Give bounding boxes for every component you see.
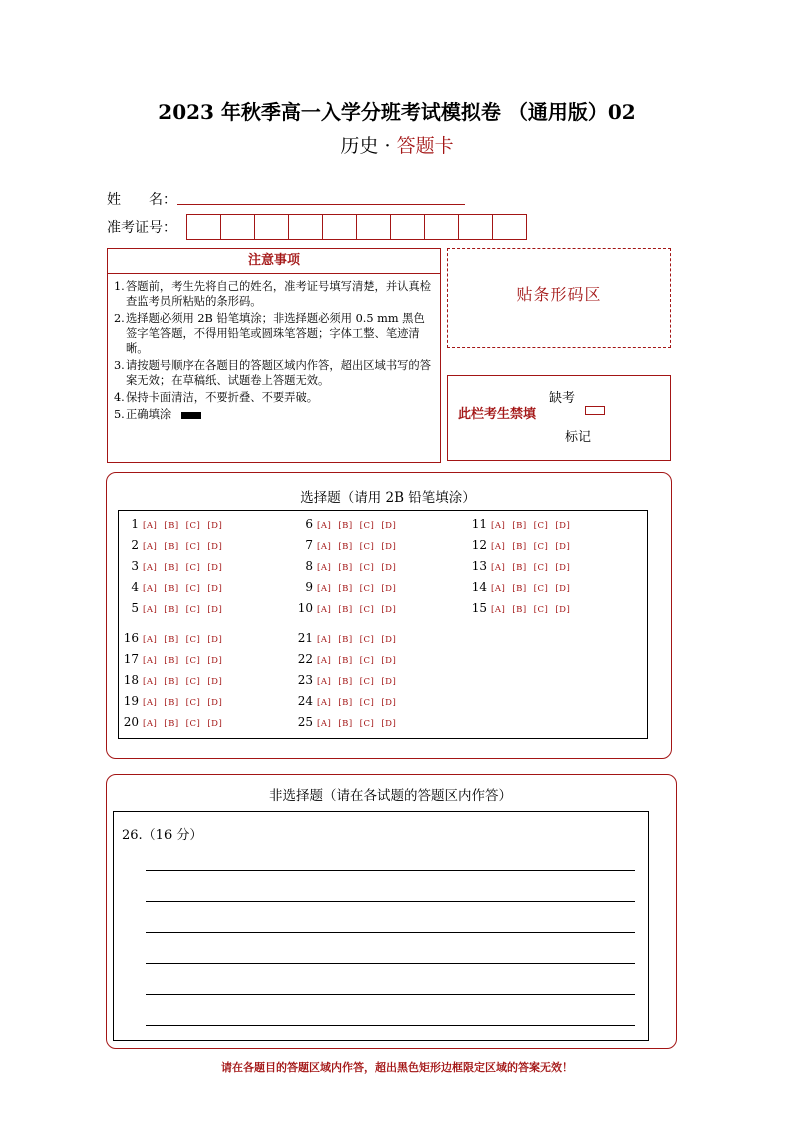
mc-option-bubble[interactable]: [A] — [491, 542, 506, 552]
exam-id-digit-box[interactable] — [220, 214, 254, 240]
footer-warning: 请在各题目的答题区域内作答，超出黑色矩形边框限定区域的答案无效！ — [221, 1061, 573, 1074]
mc-question-18 — [123, 673, 229, 687]
mc-question-11 — [471, 517, 577, 531]
exam-id-digit-box[interactable] — [186, 214, 220, 240]
mc-option-bubble[interactable]: [A] — [143, 542, 158, 552]
mc-option-bubble[interactable]: [B] — [164, 605, 179, 615]
mc-option-bubble[interactable]: [D] — [207, 584, 223, 594]
mc-option-bubble[interactable]: [D] — [381, 542, 397, 552]
mc-option-bubble[interactable]: [C] — [185, 542, 201, 552]
mc-option-bubble[interactable]: [C] — [359, 719, 375, 729]
mc-option-bubble[interactable]: [B] — [338, 677, 353, 687]
mc-option-bubble[interactable]: [D] — [207, 656, 223, 666]
barcode-area — [447, 248, 671, 348]
mc-option-bubble[interactable]: [C] — [359, 542, 375, 552]
answer-card-label: 答题卡 — [396, 135, 454, 157]
mc-option-bubble[interactable]: [D] — [381, 719, 397, 729]
mc-question-20 — [123, 715, 229, 729]
mc-option-bubble[interactable]: [D] — [207, 542, 223, 552]
notice-list — [114, 279, 436, 424]
multiple-choice-grid — [118, 510, 648, 739]
exam-id-digit-box[interactable] — [492, 214, 527, 240]
mc-option-bubble[interactable]: [A] — [143, 719, 158, 729]
mc-option-bubble[interactable]: [D] — [555, 563, 571, 573]
mc-question-number: 15 — [471, 601, 487, 615]
mc-question-number: 3 — [131, 559, 139, 573]
mc-question-number: 22 — [297, 652, 313, 666]
exam-id-boxes[interactable] — [186, 214, 527, 239]
mc-question-number: 14 — [471, 580, 487, 594]
mc-question-25 — [297, 715, 403, 729]
mc-question-7 — [297, 538, 403, 552]
mc-question-number: 8 — [305, 559, 313, 573]
mc-option-bubble[interactable]: [C] — [359, 563, 375, 573]
mc-option-bubble[interactable]: [C] — [185, 584, 201, 594]
mc-option-bubble[interactable]: [B] — [338, 635, 353, 645]
mc-question-number: 13 — [471, 559, 487, 573]
notice-item-text: 请按题号顺序在各题目的答题区域内作答，超出区域书写的答案无效；在草稿纸、试题卷上答题无效。 — [126, 359, 432, 387]
mc-question-number: 23 — [297, 673, 313, 687]
mc-option-bubble[interactable]: [C] — [359, 584, 375, 594]
notice-item-number: 5. — [114, 408, 125, 421]
mc-option-bubble[interactable]: [D] — [207, 521, 223, 531]
exam-id-digit-box[interactable] — [356, 214, 390, 240]
mc-question-10 — [297, 601, 403, 615]
mc-option-bubble[interactable]: [C] — [359, 656, 375, 666]
mc-option-bubble[interactable]: [B] — [338, 563, 353, 573]
mc-option-bubble[interactable]: [D] — [207, 719, 223, 729]
mc-option-bubble[interactable]: [A] — [317, 719, 332, 729]
mc-question-6 — [297, 517, 403, 531]
mc-option-bubble[interactable]: [A] — [317, 698, 332, 708]
mc-question-number: 24 — [297, 694, 313, 708]
mc-option-bubble[interactable]: [C] — [533, 521, 549, 531]
mc-option-bubble[interactable]: [C] — [359, 521, 375, 531]
notice-item — [114, 311, 436, 356]
exam-id-digit-box[interactable] — [322, 214, 356, 240]
mc-option-bubble[interactable]: [A] — [143, 698, 158, 708]
absent-box — [447, 375, 671, 461]
mc-question-2 — [123, 538, 229, 552]
mc-option-bubble[interactable]: [A] — [143, 677, 158, 687]
mc-option-bubble[interactable]: [D] — [381, 521, 397, 531]
mc-question-3 — [123, 559, 229, 573]
mc-option-bubble[interactable]: [A] — [317, 521, 332, 531]
notice-item — [114, 279, 436, 309]
mc-option-bubble[interactable]: [C] — [359, 677, 375, 687]
mc-option-bubble[interactable]: [A] — [317, 677, 332, 687]
page-subtitle — [0, 131, 794, 158]
mc-option-bubble[interactable]: [B] — [164, 563, 179, 573]
mc-question-number: 17 — [123, 652, 139, 666]
mc-option-bubble[interactable]: [B] — [338, 719, 353, 729]
mc-question-8 — [297, 559, 403, 573]
exam-id-digit-box[interactable] — [390, 214, 424, 240]
mc-option-bubble[interactable]: [D] — [555, 542, 571, 552]
correct-fill-example — [181, 412, 201, 419]
mc-option-bubble[interactable]: [C] — [185, 521, 201, 531]
mc-option-bubble[interactable]: [D] — [381, 656, 397, 666]
mc-option-bubble[interactable]: [D] — [207, 605, 223, 615]
mc-question-number: 18 — [123, 673, 139, 687]
question-26-label: 26.（16 分） — [122, 828, 203, 843]
notice-item — [114, 407, 436, 422]
mc-option-bubble[interactable]: [A] — [143, 635, 158, 645]
mc-option-bubble[interactable]: [D] — [207, 677, 223, 687]
mc-option-bubble[interactable]: [C] — [533, 605, 549, 615]
mc-question-number: 9 — [305, 580, 313, 594]
notice-item-text: 答题前，考生先将自己的姓名，准考证号填写清楚，并认真检查监考员所粘贴的条形码。 — [126, 280, 432, 308]
mc-option-bubble[interactable]: [C] — [185, 719, 201, 729]
mc-question-number: 10 — [297, 601, 313, 615]
answer-line[interactable] — [146, 901, 635, 902]
notice-item-text: 正确填涂 — [126, 408, 172, 421]
mc-option-bubble[interactable]: [C] — [185, 698, 201, 708]
mc-question-17 — [123, 652, 229, 666]
mc-question-number: 4 — [131, 580, 139, 594]
mc-option-bubble[interactable]: [D] — [381, 563, 397, 573]
mc-option-bubble[interactable]: [A] — [491, 521, 506, 531]
mc-option-bubble[interactable]: [B] — [164, 584, 179, 594]
mc-option-bubble[interactable]: [D] — [381, 635, 397, 645]
notice-title: 注意事项 — [107, 248, 441, 274]
mc-question-16 — [123, 631, 229, 645]
mc-question-number: 11 — [471, 517, 487, 531]
mc-option-bubble[interactable]: [A] — [317, 584, 332, 594]
mc-question-number: 20 — [123, 715, 139, 729]
mc-question-number: 5 — [131, 601, 139, 615]
mc-option-bubble[interactable]: [C] — [185, 563, 201, 573]
mc-question-9 — [297, 580, 403, 594]
mc-option-bubble[interactable]: [B] — [338, 605, 353, 615]
notice-item-number: 1. — [114, 280, 125, 293]
mc-option-bubble[interactable]: [D] — [207, 698, 223, 708]
mc-question-number: 19 — [123, 694, 139, 708]
mc-option-bubble[interactable]: [B] — [512, 521, 527, 531]
mc-option-bubble[interactable]: [A] — [317, 656, 332, 666]
mc-option-bubble[interactable]: [D] — [207, 635, 223, 645]
exam-id-digit-box[interactable] — [424, 214, 458, 240]
answer-line[interactable] — [146, 963, 635, 964]
mc-option-bubble[interactable]: [C] — [533, 584, 549, 594]
mc-option-bubble[interactable]: [C] — [359, 635, 375, 645]
mc-option-bubble[interactable]: [A] — [317, 542, 332, 552]
mc-option-bubble[interactable]: [A] — [143, 656, 158, 666]
mc-question-number: 25 — [297, 715, 313, 729]
notice-item-number: 2. — [114, 312, 125, 325]
mc-option-bubble[interactable]: [B] — [164, 698, 179, 708]
mc-question-number: 2 — [131, 538, 139, 552]
mc-question-number: 1 — [131, 517, 139, 531]
mc-question-21 — [297, 631, 403, 645]
non-choice-title: 非选择题（请在各试题的答题区内作答） — [269, 788, 512, 804]
mc-option-bubble[interactable]: [B] — [338, 521, 353, 531]
mc-option-bubble[interactable]: [D] — [381, 698, 397, 708]
mc-option-bubble[interactable]: [A] — [317, 563, 332, 573]
mc-option-bubble[interactable]: [B] — [164, 719, 179, 729]
answer-line[interactable] — [146, 994, 635, 995]
answer-line[interactable] — [146, 932, 635, 933]
exam-id-digit-box[interactable] — [458, 214, 492, 240]
mc-option-bubble[interactable]: [A] — [491, 605, 506, 615]
mc-option-bubble[interactable]: [C] — [359, 698, 375, 708]
mc-option-bubble[interactable]: [D] — [207, 563, 223, 573]
mc-option-bubble[interactable]: [B] — [338, 698, 353, 708]
mc-option-bubble[interactable]: [B] — [512, 584, 527, 594]
subtitle-separator: · — [378, 135, 397, 157]
mc-option-bubble[interactable]: [A] — [491, 563, 506, 573]
notice-item — [114, 358, 436, 388]
mc-option-bubble[interactable]: [B] — [164, 635, 179, 645]
exam-id-digit-box[interactable] — [254, 214, 288, 240]
mc-question-19 — [123, 694, 229, 708]
mc-option-bubble[interactable]: [D] — [555, 584, 571, 594]
absent-label: 缺考 — [549, 391, 576, 406]
notice-box — [107, 273, 441, 463]
mc-question-24 — [297, 694, 403, 708]
mc-question-13 — [471, 559, 577, 573]
mc-option-bubble[interactable]: [D] — [555, 521, 571, 531]
mc-option-bubble[interactable]: [D] — [381, 584, 397, 594]
exam-id-digit-box[interactable] — [288, 214, 322, 240]
mc-option-bubble[interactable]: [A] — [143, 563, 158, 573]
mc-question-5 — [123, 601, 229, 615]
absent-mark-box[interactable] — [585, 406, 605, 415]
mc-option-bubble[interactable]: [A] — [317, 605, 332, 615]
answer-line[interactable] — [146, 1025, 635, 1026]
mc-option-bubble[interactable]: [B] — [512, 542, 527, 552]
mc-option-bubble[interactable]: [C] — [185, 656, 201, 666]
mc-option-bubble[interactable]: [A] — [143, 605, 158, 615]
mc-option-bubble[interactable]: [C] — [185, 677, 201, 687]
mc-option-bubble[interactable]: [A] — [491, 584, 506, 594]
mc-option-bubble[interactable]: [D] — [555, 605, 571, 615]
mc-option-bubble[interactable]: [D] — [381, 677, 397, 687]
mc-option-bubble[interactable]: [B] — [164, 521, 179, 531]
mc-question-14 — [471, 580, 577, 594]
name-field[interactable] — [177, 204, 465, 205]
subject-label: 历史 — [340, 135, 379, 157]
mc-option-bubble[interactable]: [B] — [338, 542, 353, 552]
mc-option-bubble[interactable]: [B] — [338, 584, 353, 594]
mc-option-bubble[interactable]: [B] — [338, 656, 353, 666]
mc-question-15 — [471, 601, 577, 615]
mc-option-bubble[interactable]: [B] — [164, 542, 179, 552]
notice-item — [114, 390, 436, 405]
multiple-choice-title: 选择题（请用 2B 铅笔填涂） — [300, 490, 476, 506]
mark-label: 标记 — [565, 430, 592, 445]
mc-option-bubble[interactable]: [A] — [143, 584, 158, 594]
notice-item-number: 4. — [114, 391, 125, 404]
name-label: 姓 名： — [107, 192, 177, 208]
notice-item-text: 选择题必须用 2B 铅笔填涂；非选择题必须用 0.5 mm 黑色签字笔答题，不得用铅笔或圆珠笔答题；字体工整、笔迹清晰。 — [126, 312, 425, 355]
notice-item-number: 3. — [114, 359, 125, 372]
mc-question-number: 16 — [123, 631, 139, 645]
mc-question-4 — [123, 580, 229, 594]
mc-option-bubble[interactable]: [B] — [512, 605, 527, 615]
barcode-label: 贴条形码区 — [516, 285, 602, 304]
mc-question-number: 12 — [471, 538, 487, 552]
mc-option-bubble[interactable]: [A] — [317, 635, 332, 645]
mc-option-bubble[interactable]: [B] — [164, 656, 179, 666]
mc-option-bubble[interactable]: [C] — [185, 605, 201, 615]
exam-id-label: 准考证号： — [107, 220, 177, 236]
mc-question-number: 21 — [297, 631, 313, 645]
mc-option-bubble[interactable]: [C] — [359, 605, 375, 615]
mc-option-bubble[interactable]: [D] — [381, 605, 397, 615]
mc-option-bubble[interactable]: [C] — [533, 563, 549, 573]
mc-question-number: 6 — [305, 517, 313, 531]
mc-option-bubble[interactable]: [A] — [143, 521, 158, 531]
mc-option-bubble[interactable]: [B] — [512, 563, 527, 573]
answer-area — [113, 811, 649, 1041]
page-title: 2023 年秋季高一入学分班考试模拟卷 （通用版）02 — [158, 100, 636, 124]
mc-option-bubble[interactable]: [C] — [533, 542, 549, 552]
mc-question-number: 7 — [305, 538, 313, 552]
notice-item-text: 保持卡面清洁，不要折叠、不要弄破。 — [126, 391, 319, 404]
mc-option-bubble[interactable]: [C] — [185, 635, 201, 645]
absent-note: 此栏考生禁填 — [458, 407, 537, 422]
mc-question-23 — [297, 673, 403, 687]
mc-option-bubble[interactable]: [B] — [164, 677, 179, 687]
mc-question-22 — [297, 652, 403, 666]
mc-question-1 — [123, 517, 229, 531]
mc-question-12 — [471, 538, 577, 552]
answer-line[interactable] — [146, 870, 635, 871]
